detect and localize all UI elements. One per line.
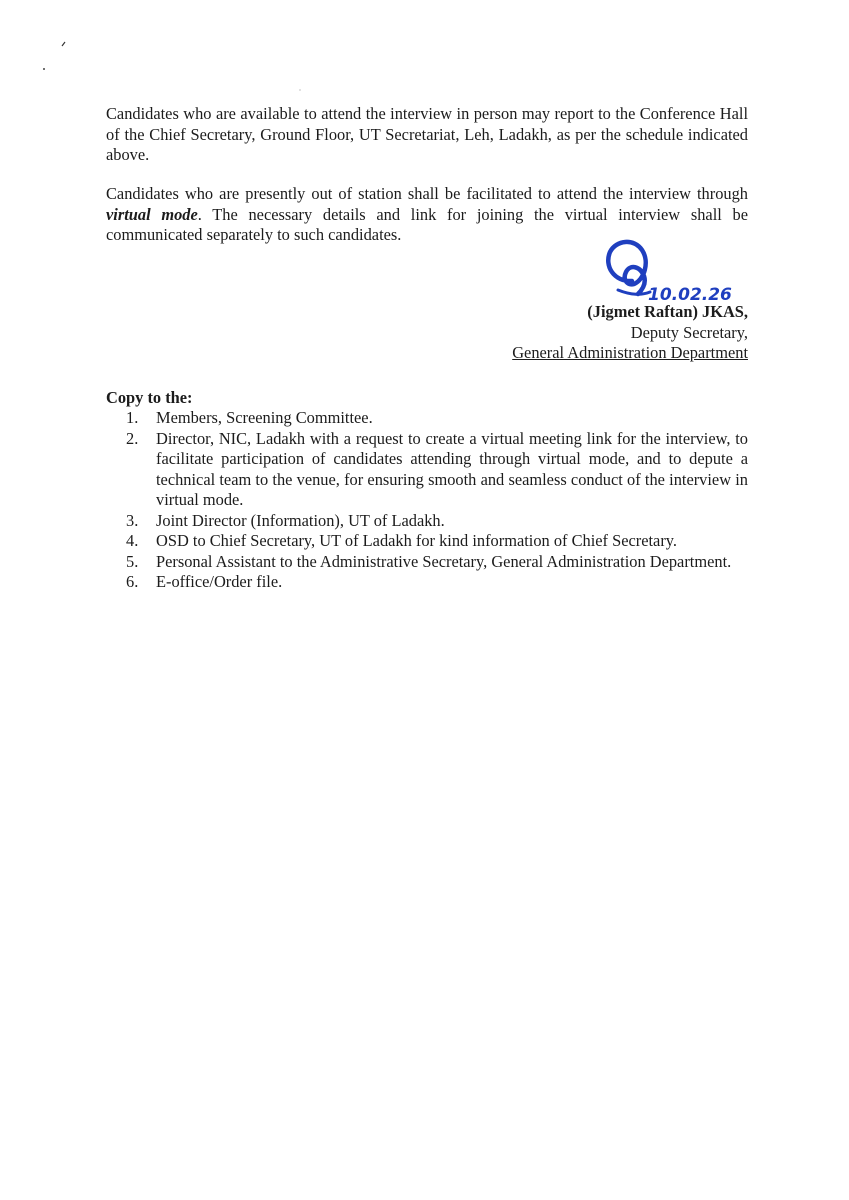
- list-item: [106, 552, 748, 573]
- paragraph-in-person-text: Candidates who are available to attend the interview in person may report to the Conference Hall of the Chief Secretary, Ground Floor, UT Secretariat, Leh, Ladakh, as per the schedule indicated above.: [106, 104, 748, 164]
- list-item: [106, 572, 748, 593]
- paragraph-in-person: [106, 104, 748, 166]
- list-item-number: 5.: [126, 551, 139, 571]
- signatory-department: General Administration Department: [512, 343, 748, 362]
- list-item-number: 6.: [126, 572, 139, 591]
- list-item-text: Personal Assistant to the Administrative Secretary, General Administration Department.: [156, 551, 732, 571]
- signatory-designation: Deputy Secretary,: [630, 322, 748, 342]
- list-item-text: Members, Screening Committee.: [156, 408, 373, 427]
- paragraph-virtual-text-end: . The necessary details and link for joining the virtual interview shall be communicated separately to such candidates.: [106, 204, 748, 244]
- paragraph-virtual-text-start: Candidates who are presently out of station shall be facilitated to attend the interview through: [106, 184, 748, 203]
- list-item: [106, 531, 748, 552]
- list-item: [106, 429, 748, 511]
- list-item-number: 1.: [126, 408, 139, 427]
- list-item-text: Joint Director (Information), UT of Ladakh.: [156, 510, 445, 530]
- list-item-text: OSD to Chief Secretary, UT of Ladakh for kind information of Chief Secretary.: [156, 531, 678, 550]
- signature-date: 10.02.26: [648, 285, 732, 305]
- signatory-name: (Jigmet Raftan) JKAS,: [587, 302, 748, 321]
- list-item-number: 2.: [126, 428, 139, 448]
- copy-to-list: [106, 408, 748, 593]
- virtual-mode-emphasis: virtual mode: [106, 204, 198, 224]
- signature-scribble: [588, 236, 763, 306]
- copy-to-heading: Copy to the:: [106, 388, 193, 407]
- list-item-text: Director, NIC, Ladakh with a request to create a virtual meeting link for the interview, to facilitate participation of candidates attending through virtual mode, and to depute a technical team to the venue, for ensuring smooth and seamless conduct of the interview in virtual mode.: [156, 428, 748, 509]
- list-item-number: 3.: [126, 510, 139, 530]
- list-item: [106, 408, 748, 429]
- list-item-number: 4.: [126, 531, 139, 550]
- list-item: [106, 511, 748, 532]
- signatory-block: [512, 302, 748, 364]
- list-item-text: E-office/Order file.: [156, 572, 283, 591]
- handwritten-signature: [588, 236, 763, 306]
